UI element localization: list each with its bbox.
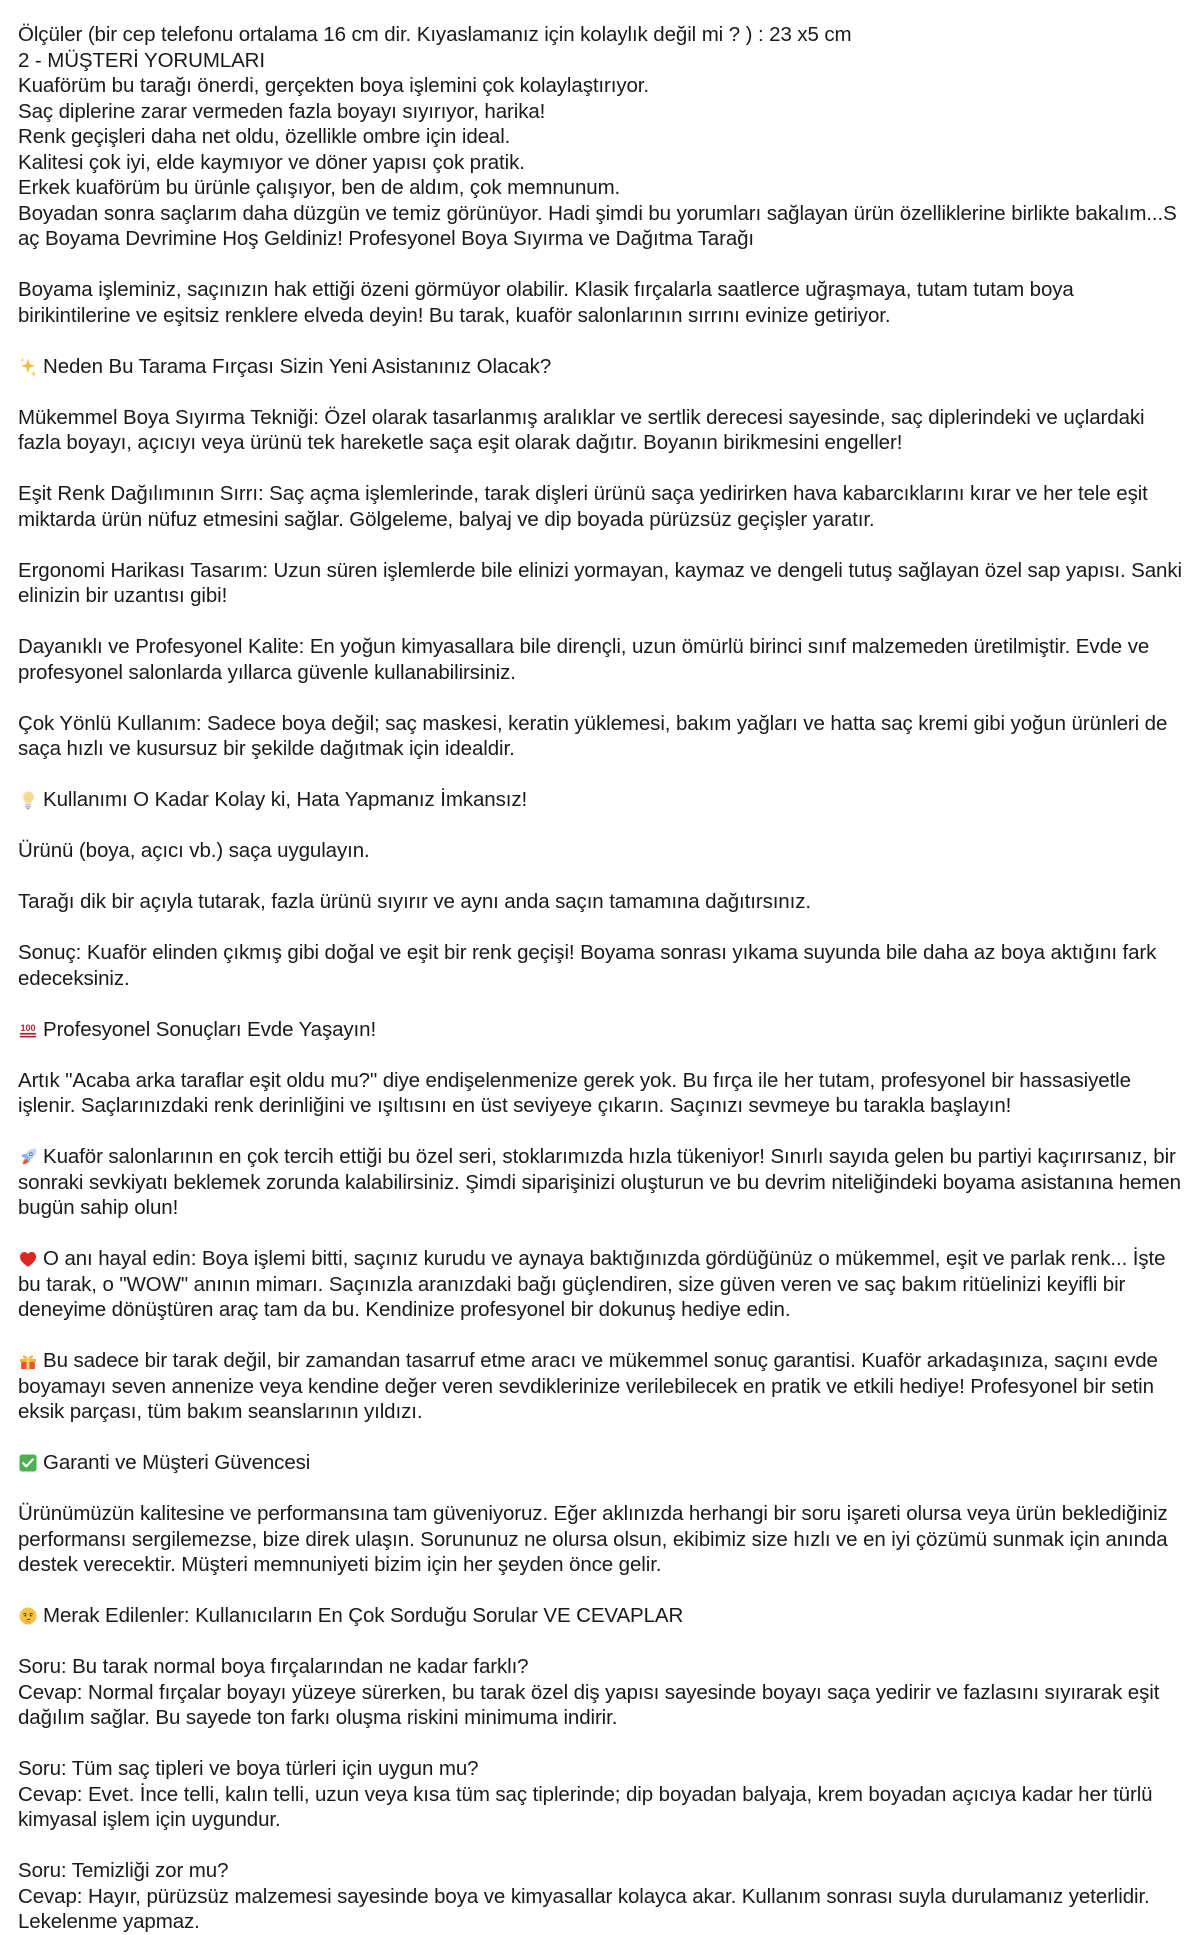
rocket-icon [18,1147,38,1167]
warranty-paragraph: Ürünümüzün kalitesine ve performansına tam güveniyoruz. Eğer aklınızda herhangi bir soru işareti olursa veya ürün beklediğiniz performansı sergilemezse, bize direk ulaşın. Sorununuz ne olursa olsun, ekibimiz size hızlı ve en iyi çözümü sunmak için anında destek verecektir. Müşteri memnuniyeti bizim için her şeyden önce gelir. [18,1502,1168,1576]
warranty-heading-text: Garanti ve Müşteri Güvencesi [43,1451,311,1474]
faq-question-2: Soru: Tüm saç tipleri ve boya türleri için uygun mu? [18,1757,479,1780]
feature-paragraph-4: Dayanıklı ve Profesyonel Kalite: En yoğun kimyasallara bile dirençli, uzun ömürlü birinci sınıf malzemeden üretilmiştir. Evde ve profesyonel salonlarda yıllarca güvenle kullanabilirsiniz. [18,635,1150,684]
gift-paragraph-text: Bu sadece bir tarak değil, bir zamandan tasarruf etme aracı ve mükemmel sonuç garantisi. Kuaför arkadaşınıza, saçını evde boyamayı seven annenize veya kendine değer veren sevdiklerinize verilebilecek en pratik ve etkili hediye! Profesyonel bir setin eksik parçası, tüm bakım seanslarının yıldızı. [18,1349,1158,1423]
imagine-paragraph-text: O anı hayal edin: Boya işlemi bitti, saçınız kurudu ve aynaya baktığınızda gördüğünüz o mükemmel, eşit ve parlak renk... İşte bu tarak, o "WOW" anının mimarı. Saçınızla aranızdaki bağı güçlendiren, size güven veren ve saç bakım ritüelinizi keyifli bir deneyime dönüştüren araç tam da bu. Kendinize profesyonel bir dokunuş hediye edin. [18,1247,1166,1321]
faq-answer-2: Cevap: Evet. İnce telli, kalın telli, uzun veya kısa tüm saç tiplerinde; dip boyadan balyaja, krem boyadan açıcıya kadar her türlü kimyasal işlem için uygundur. [18,1782,1153,1831]
review-line-2: Saç diplerine zarar vermeden fazla boyayı sıyırıyor, harika! [18,99,546,123]
pro-results-heading-text: Profesyonel Sonuçları Evde Yaşayın! [43,1017,377,1041]
dimensions-line: Ölçüler (bir cep telefonu ortalama 16 cm dir. Kıyaslamanız için kolaylık değil mi ? ) : 23 x5 cm [18,23,852,46]
red-heart-icon [18,1249,38,1269]
faq-answer-1: Cevap: Normal fırçalar boyayı yüzeye sürerken, bu tarak özel diş yapısı sayesinde boyayı saça yedirir ve fazlasını sıyırarak eşit dağılım sağlar. Bu sayede ton farkı oluşma riskini minimuma indirir. [18,1680,1160,1729]
spacer [18,864,1182,890]
spacer [18,456,1182,482]
review-line-3: Renk geçişleri daha net oldu, özellikle ombre için ideal. [18,125,511,148]
review-line-4: Kalitesi çok iyi, elde kaymıyor ve döner yapısı çok pratik. [18,150,525,174]
spacer [18,685,1182,711]
easy-heading-row [18,787,1182,813]
step-paragraph-3: Sonuç: Kuaför elinden çıkmış gibi doğal ve eşit bir renk geçişi! Boyama sonrası yıkama suyunda bile daha az boya aktığını fark edeceksiniz. [18,941,1157,990]
gift-paragraph-row [18,1348,1182,1425]
hundred-points-icon [18,1020,38,1040]
lightbulb-icon [18,790,38,810]
welcome-title: aç Boyama Devrimine Hoş Geldiniz! Profesyonel Boya Sıyırma ve Dağıtma Tarağı [18,227,755,250]
spacer [18,328,1182,354]
review-line-5: Erkek kuaförüm bu ürünle çalışıyor, ben de aldım, çok memnunum. [18,176,621,199]
gift-icon [18,1351,38,1371]
intro-paragraph: Boyama işleminiz, saçınızın hak ettiği özeni görmüyor olabilir. Klasik fırçalarla saatlerce uğraşmaya, tutam tutam boya birikintilerine ve eşitsiz renklere elveda deyin! Bu tarak, kuaför salonlarının sırrını evinize getiriyor. [18,278,1074,327]
faq-heading-row [18,1603,1182,1629]
review-line-6: Boyadan sonra saçlarım daha düzgün ve temiz görünüyor. Hadi şimdi bu yorumları sağlayan ürün özelliklerine birlikte bakalım...S [18,201,1177,225]
easy-heading-text: Kullanımı O Kadar Kolay ki, Hata Yapmanız İmkansız! [43,788,528,811]
spacer [18,1476,1182,1502]
spacer [18,1119,1182,1145]
stock-paragraph-row [18,1144,1182,1221]
faq-question-3: Soru: Temizliği zor mu? [18,1859,229,1882]
spacer [18,1731,1182,1757]
feature-paragraph-2: Eşit Renk Dağılımının Sırrı: Saç açma işlemlerinde, tarak dişleri ürünü saça yedirirken hava kabarcıklarını kırar ve her tele eşit miktarda ürün nüfuz etmesini sağlar. Gölgeleme, balyaj ve dip boyada pürüzsüz geçişler yaratır. [18,482,1148,531]
sparkles-icon [18,357,38,377]
faq-question-1: Soru: Bu tarak normal boya fırçalarından ne kadar farklı? [18,1655,529,1678]
review-line-1: Kuaförüm bu tarağı önerdi, gerçekten boya işlemini çok kolaylaştırıyor. [18,74,649,97]
feature-paragraph-1: Mükemmel Boya Sıyırma Tekniği: Özel olarak tasarlanmış aralıklar ve sertlik derecesi sayesinde, saç diplerindeki ve uçlardaki fazla boyayı, açıcıyı veya ürünü tek hareketle saça eşit olarak dağıtır. Boyanın birikmesini engeller! [18,405,1145,454]
why-heading-row [18,354,1182,380]
spacer [18,609,1182,635]
spacer [18,813,1182,839]
spacer [18,1221,1182,1247]
spacer [18,1629,1182,1655]
white-check-mark-icon [18,1453,38,1473]
spacer [18,762,1182,788]
warranty-heading-row [18,1450,1182,1476]
pro-results-heading-row [18,1017,1182,1043]
spacer [18,1042,1182,1068]
spacer [18,991,1182,1017]
pro-results-paragraph: Artık "Acaba arka taraflar eşit oldu mu?" diye endişelenmenize gerek yok. Bu fırça ile her tutam, profesyonel bir hassasiyetle işlenir. Saçlarınızdaki renk derinliğini ve ışıltısını en üst seviyeye çıkarın. Saçınızı sevmeye bu tarakla başlayın! [18,1068,1131,1117]
spacer [18,379,1182,405]
spacer [18,1578,1182,1604]
spacer [18,252,1182,278]
faq-answer-3: Cevap: Hayır, pürüzsüz malzemesi sayesinde boya ve kimyasallar kolayca akar. Kullanım sonrası suyla durulamanız yeterlidir. Lekelenme yapmaz. [18,1884,1150,1933]
why-heading-text: Neden Bu Tarama Fırçası Sizin Yeni Asistanınız Olacak? [43,354,552,378]
imagine-paragraph-row [18,1246,1182,1323]
faq-heading-text: Merak Edilenler: Kullanıcıların En Çok Sorduğu Sorular VE CEVAPLAR [43,1604,684,1627]
feature-paragraph-5: Çok Yönlü Kullanım: Sadece boya değil; saç maskesi, keratin yüklemesi, bakım yağları ve hatta saç kremi gibi yoğun ürünleri de saça hızlı ve kusursuz bir şekilde dağıtmak için idealdir. [18,711,1168,760]
stock-paragraph-text: Kuaför salonlarının en çok tercih ettiği bu özel seri, stoklarımızda hızla tükeniyor! Sınırlı sayıda gelen bu partiyi kaçırırsanız, bir sonraki sevkiyatı beklemek zorunda kalabilirsiniz. Şimdi siparişinizi oluşturun ve bu devrim niteliğindeki boyama asistanına hemen bugün sahip olun! [18,1145,1181,1219]
spacer [18,532,1182,558]
reviews-heading: 2 - MÜŞTERİ YORUMLARI [18,48,265,72]
spacer [18,1323,1182,1349]
spacer [18,1425,1182,1451]
spacer [18,1833,1182,1859]
step-paragraph-1: Ürünü (boya, açıcı vb.) saça uygulayın. [18,839,370,862]
svg-text:100: 100 [20,1022,36,1033]
spacer [18,915,1182,941]
feature-paragraph-3: Ergonomi Harikası Tasarım: Uzun süren işlemlerde bile elinizi yormayan, kaymaz ve dengeli tutuş sağlayan özel sap yapısı. Sanki elinizin bir uzantısı gibi! [18,558,1182,607]
thinking-face-icon [18,1606,38,1626]
step-paragraph-2: Tarağı dik bir açıyla tutarak, fazla ürünü sıyırır ve aynı anda saçın tamamına dağıtırsınız. [18,890,811,913]
